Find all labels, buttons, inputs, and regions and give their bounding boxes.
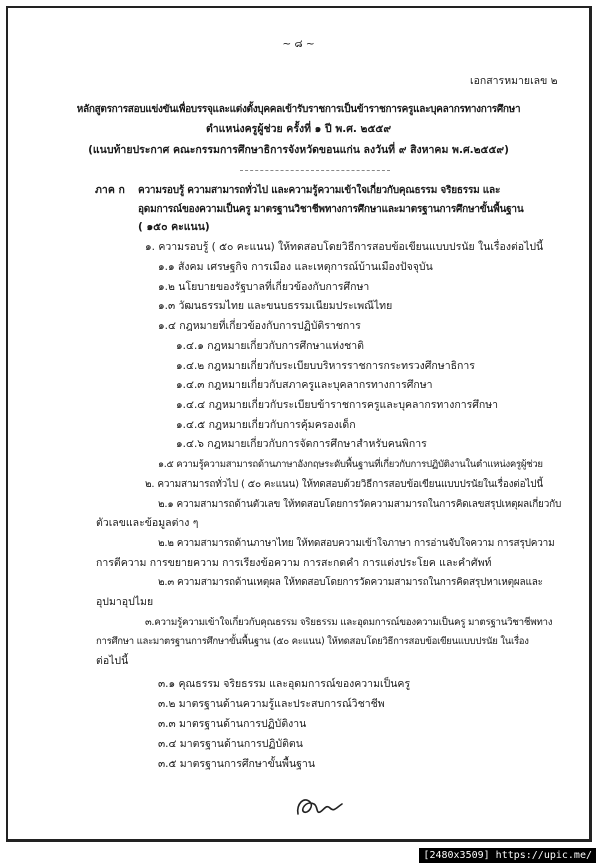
document-page [6,6,592,842]
list-item: ๓.๒ มาตรฐานด้านความรู้และประสบการณ์วิชาชีพ [158,698,385,710]
part-label: ภาค ก [95,184,125,196]
list-item: ๓.๕ มาตรฐานการศึกษาขั้นพื้นฐาน [158,758,315,770]
list-item: ๑.๕ ความรู้ความสามารถด้านภาษาอังกฤษระดับพื้นฐานที่เกี่ยวกับการปฏิบัติงานในตำแหน่งครูผู้ช่วย [158,459,543,470]
list-item: ๑.๒ นโยบายของรัฐบาลที่เกี่ยวข้องกับการศึกษา [158,281,370,293]
list-item: ๒.๑ ความสามารถด้านตัวเลข ให้ทดสอบโดยการวัดความสามารถในการคิดเลขสรุปเหตุผลเกี่ยวกับ [158,499,562,510]
list-item: ๑.๓ วัฒนธรรมไทย และขนบธรรมเนียมประเพณีไทย [158,300,393,312]
list-item-continuation: การตีความ การขยายความ การเรียงข้อความ การสะกดคำ การแต่งประโยค และคำศัพท์ [96,557,492,569]
list-item: ๓.๓ มาตรฐานด้านการปฏิบัติงาน [158,718,307,730]
list-item: ๑.๔.๖ กฎหมายเกี่ยวกับการจัดการศึกษาสำหรับคนพิการ [176,438,427,450]
watermark-label: [2480x3509] https://upic.me/ [419,848,596,863]
section-1-heading: ๑. ความรอบรู้ ( ๕๐ คะแนน) ให้ทดสอบโดยวิธีการสอบข้อเขียนแบบปรนัย ในเรื่องต่อไปนี้ [145,241,544,253]
list-item: ๑.๔.๕ กฎหมายเกี่ยวกับการคุ้มครองเด็ก [176,419,356,431]
list-item: ๑.๔.๑ กฎหมายเกี่ยวกับการศึกษาแห่งชาติ [176,340,364,352]
part-title-line-1: ความรอบรู้ ความสามารถทั่วไป และความรู้ความเข้าใจเกี่ยวกับคุณธรรม จริยธรรม และ [138,185,501,196]
list-item: ๑.๑ สังคม เศรษฐกิจ การเมือง และเหตุการณ์บ้านเมืองปัจจุบัน [158,261,433,273]
list-item: ๑.๔ กฎหมายที่เกี่ยวข้องกับการปฏิบัติราชการ [158,320,361,332]
list-item: ๓.๑ คุณธรรม จริยธรรม และอุดมการณ์ของความเป็นครู [158,678,411,690]
part-title-line-2: อุดมการณ์ของความเป็นครู มาตรฐานวิชาชีพทางการศึกษาและมาตรฐานการศึกษาขั้นพื้นฐาน [138,204,524,215]
part-score: ( ๑๕๐ คะแนน) [138,221,210,233]
document-reference: เอกสารหมายเลข ๒ [470,75,558,87]
heading-line-3: (แนบท้ายประกาศ คณะกรรมการศึกษาธิการจังหวัดขอนแก่น ลงวันที่ ๙ สิงหาคม พ.ศ.๒๕๕๙) [88,144,509,156]
signature [290,786,350,826]
list-item: ๒.๒ ความสามารถด้านภาษาไทย ให้ทดสอบความเข้าใจภาษา การอ่านจับใจความ การสรุปความ [158,538,555,549]
page-number: ~ ๘ ~ [282,38,315,50]
heading-separator [240,170,390,171]
section-3-heading-continuation: ต่อไปนี้ [96,655,129,667]
list-item: ๑.๔.๔ กฎหมายเกี่ยวกับระเบียบข้าราชการครูและบุคลากรทางการศึกษา [176,399,499,411]
list-item-continuation: อุปมาอุปไมย [96,596,154,608]
heading-line-2: ตำแหน่งครูผู้ช่วย ครั้งที่ ๑ ปี พ.ศ. ๒๕๕๙ [205,123,392,135]
list-item: ๓.๔ มาตรฐานด้านการปฏิบัติตน [158,738,303,750]
list-item: ๑.๔.๒ กฎหมายเกี่ยวกับระเบียบบริหารราชการกระทรวงศึกษาธิการ [176,360,475,372]
list-item-continuation: ตัวเลขและข้อมูลต่าง ๆ [96,517,199,529]
section-3-heading-continuation: การศึกษา และมาตรฐานการศึกษาขั้นพื้นฐาน (๕๐ คะแนน) ให้ทดสอบโดยวิธีการสอบข้อเขียนแบบปรนัย ในเรื่อง [96,636,529,647]
section-2-heading: ๒. ความสามารถทั่วไป ( ๕๐ คะแนน) ให้ทดสอบด้วยวิธีการสอบข้อเขียนแบบปรนัยในเรื่องต่อไปนี้ [145,479,544,490]
heading-line-1: หลักสูตรการสอบแข่งขันเพื่อบรรจุและแต่งตั้งบุคคลเข้ารับราชการเป็นข้าราชการครูและบุคลากรทางการศึกษา [76,104,521,115]
list-item: ๒.๓ ความสามารถด้านเหตุผล ให้ทดสอบโดยการวัดความสามารถในการคิดสรุปหาเหตุผลและ [158,577,543,588]
section-3-heading: ๓.ความรู้ความเข้าใจเกี่ยวกับคุณธรรม จริยธรรม และอุดมการณ์ของความเป็นครู มาตรฐานวิชาชีพทาง [145,617,553,628]
list-item: ๑.๔.๓ กฎหมายเกี่ยวกับสภาครูและบุคลากรทางการศึกษา [176,379,433,391]
